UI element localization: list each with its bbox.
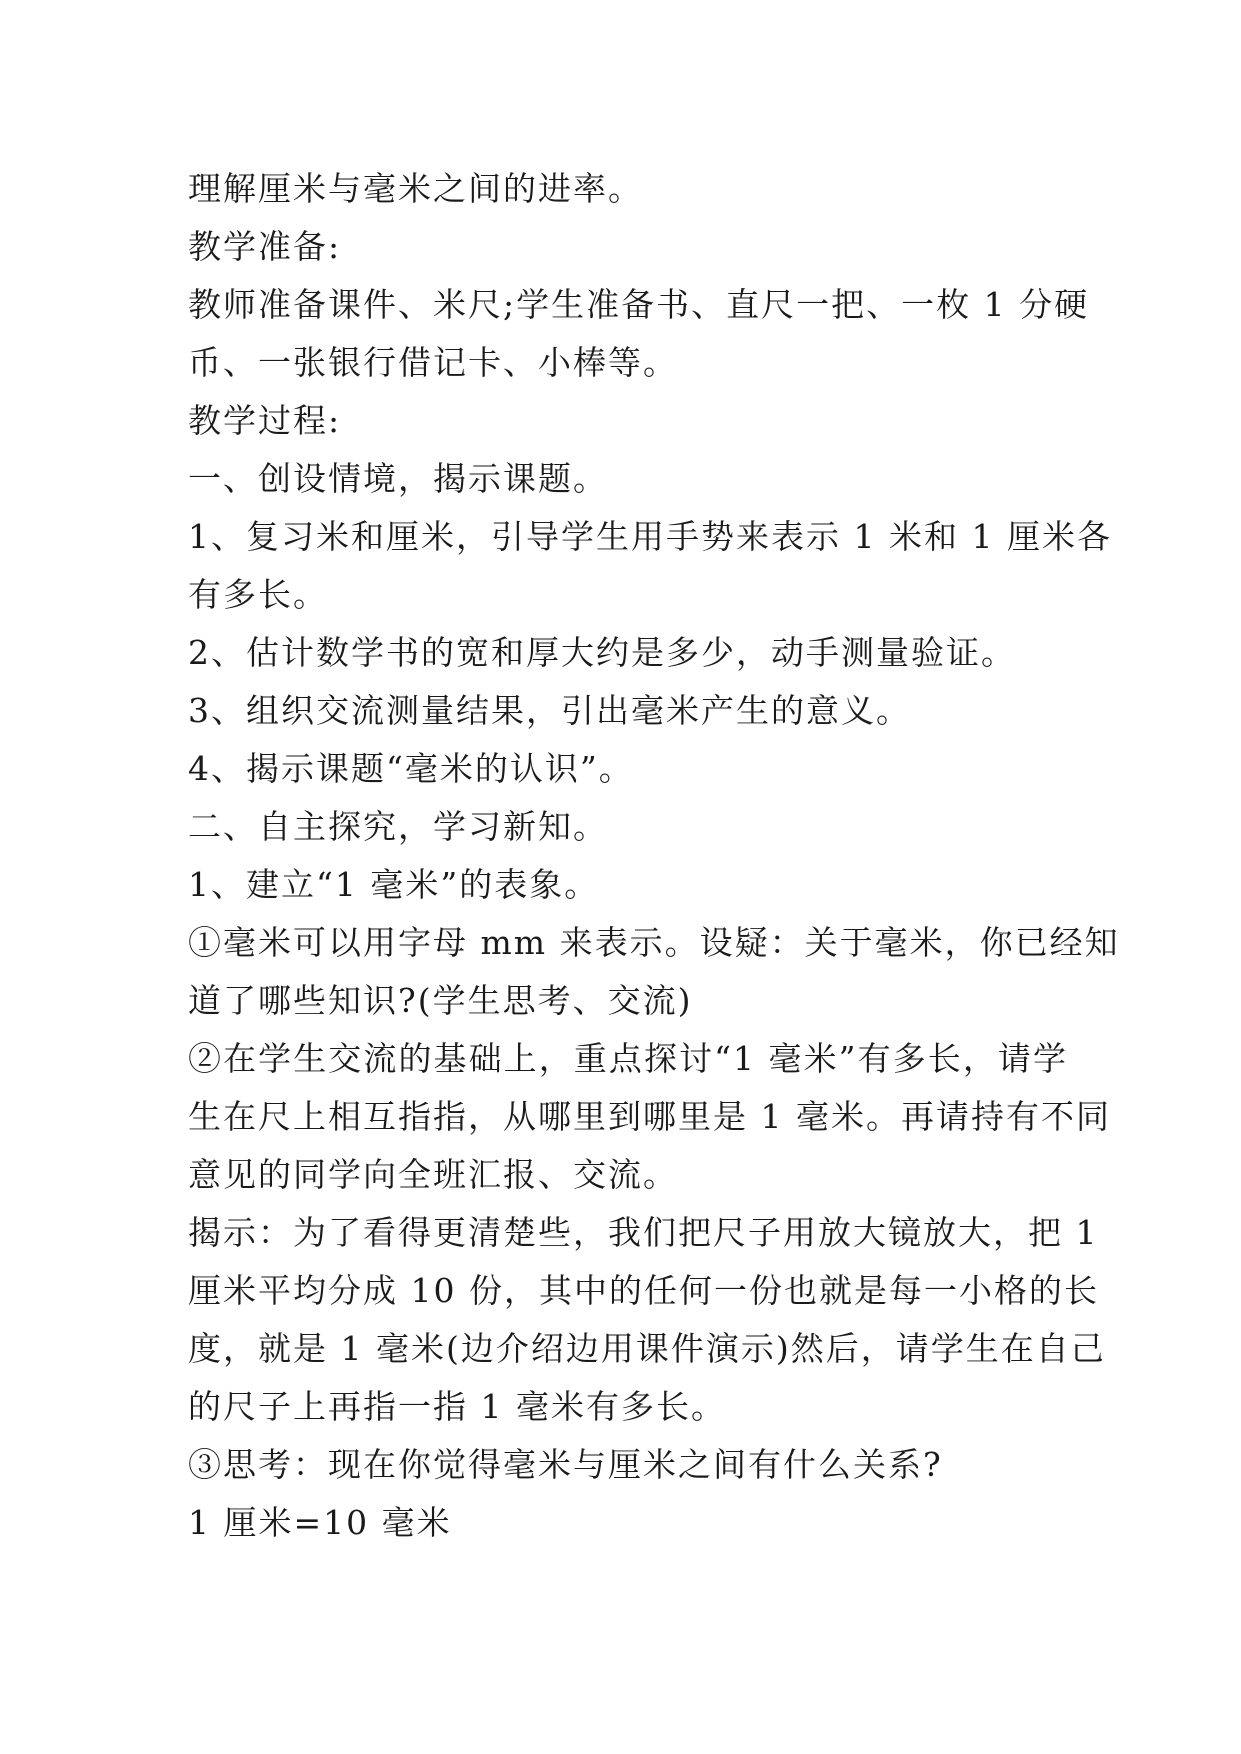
text-line: 有多长。 (188, 575, 328, 614)
document-body (188, 160, 1120, 1552)
text-line: 1、复习米和厘米，引导学生用手势来表示 1 米和 1 厘米各 (188, 517, 1112, 556)
text-line: 的尺子上再指一指 1 毫米有多长。 (188, 1387, 726, 1426)
text-line: 厘米平均分成 10 份，其中的任何一份也就是每一小格的长 (188, 1271, 1099, 1310)
text-line: 二、自主探究，学习新知。 (188, 807, 608, 846)
text-line: 教师准备课件、米尺;学生准备书、直尺一把、一枚 1 分硬 (188, 285, 1090, 324)
text-line: 教学过程: (188, 401, 342, 440)
text-line: ③思考：现在你觉得毫米与厘米之间有什么关系? (188, 1445, 943, 1484)
text-line: 币、一张银行借记卡、小棒等。 (188, 343, 678, 382)
text-line: 道了哪些知识?(学生思考、交流) (188, 981, 693, 1020)
text-line: 意见的同学向全班汇报、交流。 (188, 1155, 678, 1194)
text-line: 理解厘米与毫米之间的进率。 (188, 169, 643, 208)
text-line: 4、揭示课题“毫米的认识”。 (188, 749, 634, 788)
text-line: ①毫米可以用字母 mm 来表示。设疑：关于毫米，你已经知 (188, 923, 1120, 962)
text-line: 一、创设情境，揭示课题。 (188, 459, 608, 498)
text-line: 教学准备: (188, 227, 342, 266)
text-line: 生在尺上相互指指，从哪里到哪里是 1 毫米。再请持有不同 (188, 1097, 1111, 1136)
text-line: 1 厘米=10 毫米 (188, 1503, 452, 1542)
text-line: 1、建立“1 毫米”的表象。 (188, 865, 600, 904)
text-line: 2、估计数学书的宽和厚大约是多少，动手测量验证。 (188, 633, 1016, 672)
text-line: 揭示：为了看得更清楚些，我们把尺子用放大镜放大，把 1 (188, 1213, 1099, 1252)
text-line: ②在学生交流的基础上，重点探讨“1 毫米”有多长，请学 (188, 1039, 1068, 1078)
text-line: 3、组织交流测量结果，引出毫米产生的意义。 (188, 691, 911, 730)
text-line: 度，就是 1 毫米(边介绍边用课件演示)然后，请学生在自己 (188, 1329, 1106, 1368)
